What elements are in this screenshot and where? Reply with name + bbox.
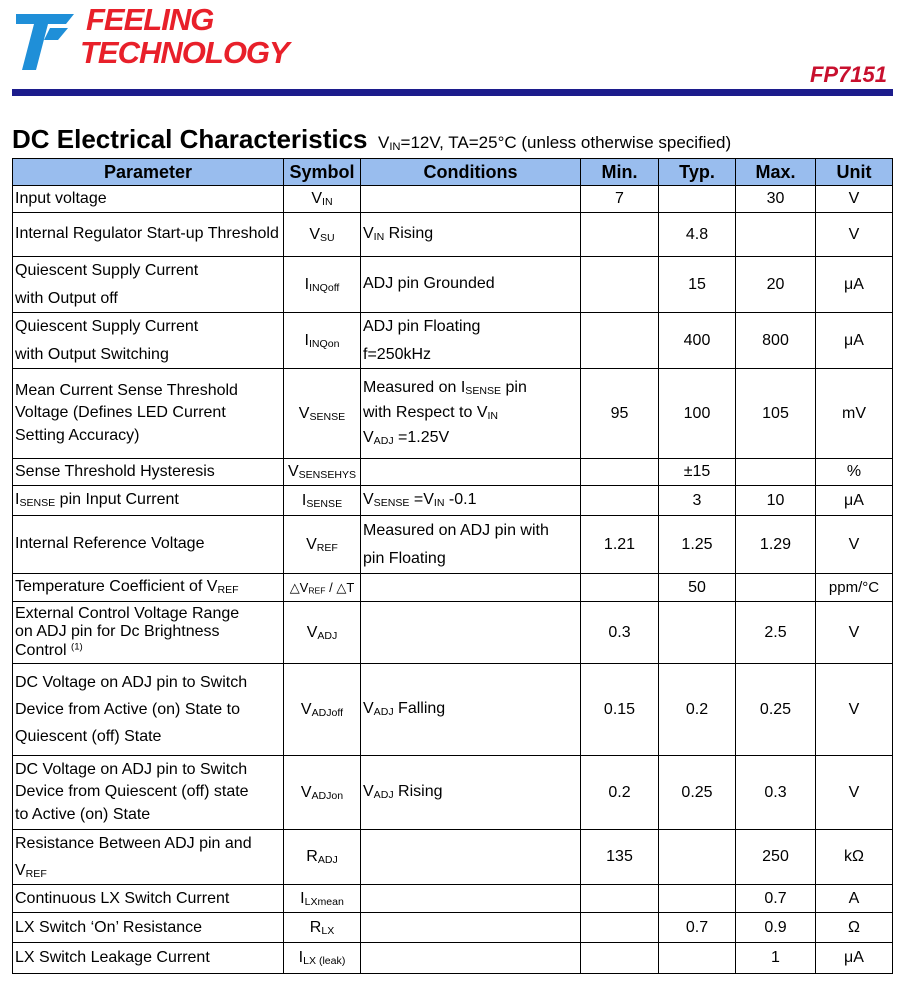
symbol-cell: $V_{IN}$ xyxy=(284,186,361,213)
min-cell xyxy=(581,486,659,516)
typ-cell xyxy=(659,830,736,885)
max-cell: 0.9 xyxy=(736,913,816,943)
conditions-cell: $V_{ADJ}$ Falling xyxy=(361,664,581,756)
max-cell: 2.5 xyxy=(736,602,816,664)
min-cell xyxy=(581,943,659,974)
conditions-cell: $V_{SENSE} =V_{IN}$ -0.1 xyxy=(361,486,581,516)
param-cell: Quiescent Supply Current with Output off xyxy=(13,257,284,313)
conditions-cell xyxy=(361,459,581,486)
section-title-conditions: $V_{IN}=12V$, TA=25°C (unless otherwise specified) xyxy=(377,133,732,154)
param-cell: Sense Threshold Hysteresis xyxy=(13,459,284,486)
typ-cell: 0.2 xyxy=(659,664,736,756)
min-cell: 95 xyxy=(581,369,659,459)
unit-cell: V xyxy=(816,602,893,664)
max-cell: 0.25 xyxy=(736,664,816,756)
param-cell: DC Voltage on ADJ pin to Switch Device from Active (on) State to Quiescent (off) State xyxy=(13,664,284,756)
header-symbol: Symbol xyxy=(284,159,361,186)
unit-cell: V xyxy=(816,756,893,830)
max-cell: 10 xyxy=(736,486,816,516)
min-cell xyxy=(581,885,659,913)
table-row xyxy=(13,574,893,602)
unit-cell: A xyxy=(816,885,893,913)
param-cell: Input voltage xyxy=(13,186,284,213)
min-cell: 7 xyxy=(581,186,659,213)
table-row xyxy=(13,830,893,885)
typ-cell: 0.25 xyxy=(659,756,736,830)
unit-cell: V xyxy=(816,664,893,756)
symbol-cell: $V_{ADJoff}$ xyxy=(284,664,361,756)
unit-cell: Ω xyxy=(816,913,893,943)
min-cell xyxy=(581,313,659,369)
table-row xyxy=(13,756,893,830)
table-row xyxy=(13,186,893,213)
unit-cell: V xyxy=(816,516,893,574)
min-cell xyxy=(581,459,659,486)
symbol-cell: $R_{LX}$ xyxy=(284,913,361,943)
header-min: Min. xyxy=(581,159,659,186)
table-row xyxy=(13,913,893,943)
conditions-cell xyxy=(361,574,581,602)
table-row xyxy=(13,313,893,369)
header-typ: Typ. xyxy=(659,159,736,186)
min-cell xyxy=(581,213,659,257)
table-header-row xyxy=(13,159,893,186)
max-cell: 30 xyxy=(736,186,816,213)
max-cell: 0.7 xyxy=(736,885,816,913)
company-logo xyxy=(8,4,308,76)
symbol-cell: $R_{ADJ}$ xyxy=(284,830,361,885)
header-unit: Unit xyxy=(816,159,893,186)
symbol-cell: $V_{REF}$ xyxy=(284,516,361,574)
typ-cell: 50 xyxy=(659,574,736,602)
min-cell: 1.21 xyxy=(581,516,659,574)
conditions-cell xyxy=(361,186,581,213)
dc-characteristics-table xyxy=(12,158,893,974)
symbol-cell: $I_{INQoff}$ xyxy=(284,257,361,313)
min-cell xyxy=(581,913,659,943)
param-cell: Quiescent Supply Current with Output Switching xyxy=(13,313,284,369)
param-cell: $I_{SENSE}$ pin Input Current xyxy=(13,486,284,516)
min-cell: 135 xyxy=(581,830,659,885)
unit-cell: μA xyxy=(816,257,893,313)
symbol-cell: $V_{SENSEHYS}$ xyxy=(284,459,361,486)
part-number: FP7151 xyxy=(809,62,887,87)
min-cell xyxy=(581,574,659,602)
feeling-technology-logo-icon xyxy=(14,10,76,72)
conditions-cell xyxy=(361,830,581,885)
typ-cell xyxy=(659,186,736,213)
param-cell: Internal Reference Voltage xyxy=(13,516,284,574)
table-row xyxy=(13,885,893,913)
conditions-cell: Measured on $I_{SENSE}$ pin with Respect to $V_{IN}$ $V_{ADJ} =1.25V$ xyxy=(361,369,581,459)
symbol-cell: $V_{ADJon}$ xyxy=(284,756,361,830)
max-cell xyxy=(736,574,816,602)
header-conditions: Conditions xyxy=(361,159,581,186)
param-cell: DC Voltage on ADJ pin to Switch Device from Quiescent (off) state to Active (on) State xyxy=(13,756,284,830)
symbol-cell: $V_{ADJ}$ xyxy=(284,602,361,664)
symbol-cell: $I_{SENSE}$ xyxy=(284,486,361,516)
symbol-cell: $I_{LX (leak)}$ xyxy=(284,943,361,974)
param-cell: Resistance Between ADJ pin and $V_{REF}$ xyxy=(13,830,284,885)
min-cell xyxy=(581,257,659,313)
min-cell: 0.15 xyxy=(581,664,659,756)
param-cell: LX Switch Leakage Current xyxy=(13,943,284,974)
typ-cell: 400 xyxy=(659,313,736,369)
table-row xyxy=(13,486,893,516)
typ-cell: 100 xyxy=(659,369,736,459)
param-cell: Temperature Coefficient of $V_{REF}$ xyxy=(13,574,284,602)
min-cell: 0.2 xyxy=(581,756,659,830)
param-cell: Mean Current Sense Threshold Voltage (Defines LED Current Setting Accuracy) xyxy=(13,369,284,459)
typ-cell xyxy=(659,885,736,913)
header-divider xyxy=(12,89,893,96)
max-cell: 1 xyxy=(736,943,816,974)
logo-line-2: TECHNOLOGY xyxy=(80,35,289,70)
typ-cell xyxy=(659,943,736,974)
table-row xyxy=(13,369,893,459)
param-cell: LX Switch ‘On’ Resistance xyxy=(13,913,284,943)
symbol-cell: $I_{LXmean}$ xyxy=(284,885,361,913)
conditions-cell xyxy=(361,913,581,943)
symbol-cell: △VREF / △T xyxy=(284,574,361,602)
header-max: Max. xyxy=(736,159,816,186)
table-row xyxy=(13,602,893,664)
section-title xyxy=(12,124,731,155)
section-title-main: DC Electrical Characteristics xyxy=(12,124,368,154)
unit-cell: kΩ xyxy=(816,830,893,885)
unit-cell: % xyxy=(816,459,893,486)
unit-cell: mV xyxy=(816,369,893,459)
unit-cell: V xyxy=(816,213,893,257)
logo-line-1: FEELING xyxy=(86,2,214,37)
typ-cell: 3 xyxy=(659,486,736,516)
table-row xyxy=(13,459,893,486)
conditions-cell: ADJ pin Floating f=250kHz xyxy=(361,313,581,369)
max-cell: 105 xyxy=(736,369,816,459)
max-cell xyxy=(736,459,816,486)
max-cell: 20 xyxy=(736,257,816,313)
table-row xyxy=(13,943,893,974)
typ-cell xyxy=(659,602,736,664)
max-cell: 800 xyxy=(736,313,816,369)
typ-cell: 1.25 xyxy=(659,516,736,574)
conditions-cell xyxy=(361,943,581,974)
typ-cell: ±15 xyxy=(659,459,736,486)
min-cell: 0.3 xyxy=(581,602,659,664)
table-row xyxy=(13,213,893,257)
max-cell xyxy=(736,213,816,257)
conditions-cell: $V_{IN}$ Rising xyxy=(361,213,581,257)
conditions-cell: ADJ pin Grounded xyxy=(361,257,581,313)
max-cell: 0.3 xyxy=(736,756,816,830)
param-cell: Continuous LX Switch Current xyxy=(13,885,284,913)
max-cell: 250 xyxy=(736,830,816,885)
conditions-cell: Measured on ADJ pin with pin Floating xyxy=(361,516,581,574)
symbol-cell: $V_{SU}$ xyxy=(284,213,361,257)
max-cell: 1.29 xyxy=(736,516,816,574)
unit-cell: μA xyxy=(816,486,893,516)
param-cell: External Control Voltage Range on ADJ pin for Dc Brightness Control $^{(1)}$ xyxy=(13,602,284,664)
conditions-cell: $V_{ADJ}$ Rising xyxy=(361,756,581,830)
symbol-cell: $I_{INQon}$ xyxy=(284,313,361,369)
typ-cell: 4.8 xyxy=(659,213,736,257)
unit-cell: ppm/°C xyxy=(816,574,893,602)
symbol-cell: $V_{SENSE}$ xyxy=(284,369,361,459)
table-row xyxy=(13,257,893,313)
unit-cell: μA xyxy=(816,313,893,369)
header-parameter: Parameter xyxy=(13,159,284,186)
table-row xyxy=(13,516,893,574)
logo-text xyxy=(80,4,289,68)
conditions-cell xyxy=(361,885,581,913)
param-cell: Internal Regulator Start-up Threshold xyxy=(13,213,284,257)
conditions-cell xyxy=(361,602,581,664)
table-row xyxy=(13,664,893,756)
unit-cell: V xyxy=(816,186,893,213)
unit-cell: μA xyxy=(816,943,893,974)
typ-cell: 15 xyxy=(659,257,736,313)
typ-cell: 0.7 xyxy=(659,913,736,943)
